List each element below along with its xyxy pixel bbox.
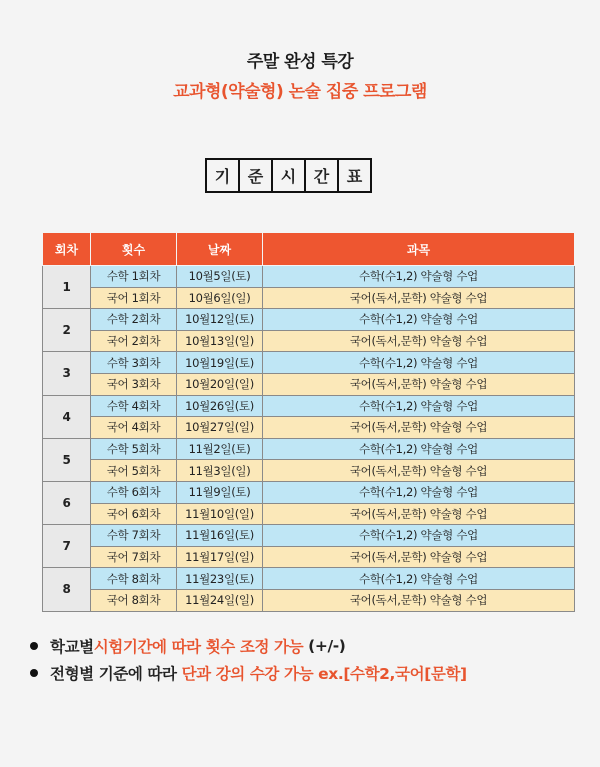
date-cell: 10월19일(토) [177,352,263,374]
subject-cell: 국어(독서,문학) 약술형 수업 [263,503,575,525]
note-item [30,659,590,686]
round-number-cell: 6 [43,481,91,524]
table-row [43,287,575,309]
page-title: 주말 완성 특강 [246,52,354,72]
subject-cell: 국어(독서,문학) 약술형 수업 [263,460,575,482]
count-cell: 수학 4회차 [91,395,177,417]
column-header-date: 날짜 [177,233,263,266]
count-cell: 수학 1회차 [91,266,177,288]
date-cell: 10월13일(일) [177,330,263,352]
note-text: (+/-) [303,636,346,655]
table-row [43,525,575,547]
date-cell: 10월6일(일) [177,287,263,309]
round-number-cell: 4 [43,395,91,438]
count-cell: 국어 5회차 [91,460,177,482]
round-number-cell: 8 [43,568,91,611]
count-cell: 국어 4회차 [91,417,177,439]
ribbon-char: 준 [238,158,273,193]
date-cell: 10월5일(토) [177,266,263,288]
count-cell: 국어 1회차 [91,287,177,309]
ribbon-char: 간 [304,158,339,193]
schedule-body [43,266,575,612]
table-row [43,330,575,352]
table-row [43,460,575,482]
note-highlight: 단과 강의 수강 가능 ex.[수학2,국어[문학] [181,664,467,683]
table-row [43,373,575,395]
bullet-icon [30,642,38,650]
subject-cell: 수학(수1,2) 약술형 수업 [263,481,575,503]
date-cell: 11월23일(토) [177,568,263,590]
round-number-cell: 7 [43,525,91,568]
subject-cell: 수학(수1,2) 약술형 수업 [263,525,575,547]
count-cell: 국어 3회차 [91,373,177,395]
count-cell: 수학 8회차 [91,568,177,590]
date-cell: 10월20일(일) [177,373,263,395]
date-cell: 11월10일(일) [177,503,263,525]
table-row [43,568,575,590]
note-text: 전형별 기준에 따라 [50,664,182,683]
table-row [43,481,575,503]
subject-cell: 수학(수1,2) 약술형 수업 [263,352,575,374]
column-header-count: 횟수 [91,233,177,266]
round-number-cell: 2 [43,309,91,352]
count-cell: 국어 6회차 [91,503,177,525]
count-cell: 국어 7회차 [91,546,177,568]
subject-cell: 국어(독서,문학) 약술형 수업 [263,417,575,439]
note-highlight: 시험기간에 따라 횟수 조정 가능 [93,637,304,656]
note-item [30,632,590,659]
table-row [43,352,575,374]
subject-cell: 수학(수1,2) 약술형 수업 [263,438,575,460]
count-cell: 수학 3회차 [91,352,177,374]
round-number-cell: 3 [43,352,91,395]
date-cell: 11월16일(토) [177,525,263,547]
subject-cell: 국어(독서,문학) 약술형 수업 [263,373,575,395]
date-cell: 11월24일(일) [177,589,263,611]
date-cell: 11월3일(일) [177,460,263,482]
date-cell: 10월12일(토) [177,309,263,331]
notes-list [30,632,590,686]
count-cell: 수학 7회차 [91,525,177,547]
schedule-table [42,232,575,612]
bullet-icon [30,669,38,677]
date-cell: 10월27일(일) [177,417,263,439]
date-cell: 10월26일(토) [177,395,263,417]
count-cell: 수학 5회차 [91,438,177,460]
count-cell: 수학 2회차 [91,309,177,331]
column-header-round: 회차 [43,233,91,266]
round-number-cell: 1 [43,266,91,309]
ribbon-char: 시 [271,158,306,193]
date-cell: 11월17일(일) [177,546,263,568]
subject-cell: 수학(수1,2) 약술형 수업 [263,395,575,417]
table-row [43,589,575,611]
timetable-ribbon [205,158,372,193]
subject-cell: 수학(수1,2) 약술형 수업 [263,266,575,288]
table-row [43,395,575,417]
count-cell: 국어 2회차 [91,330,177,352]
count-cell: 수학 6회차 [91,481,177,503]
page-subtitle: 교과형(약술형) 논술 집중 프로그램 [173,82,427,102]
subject-cell: 수학(수1,2) 약술형 수업 [263,309,575,331]
round-number-cell: 5 [43,438,91,481]
subject-cell: 수학(수1,2) 약술형 수업 [263,568,575,590]
subject-cell: 국어(독서,문학) 약술형 수업 [263,546,575,568]
table-row [43,309,575,331]
table-row [43,546,575,568]
ribbon-char: 표 [337,158,372,193]
table-row [43,266,575,288]
subject-cell: 국어(독서,문학) 약술형 수업 [263,330,575,352]
table-row [43,503,575,525]
date-cell: 11월2일(토) [177,438,263,460]
ribbon-char: 기 [205,158,240,193]
subject-cell: 국어(독서,문학) 약술형 수업 [263,287,575,309]
table-header-row [43,233,575,266]
note-text: 학교별 [50,637,94,656]
subject-cell: 국어(독서,문학) 약술형 수업 [263,589,575,611]
table-row [43,438,575,460]
date-cell: 11월9일(토) [177,481,263,503]
column-header-subject: 과목 [263,233,575,266]
count-cell: 국어 8회차 [91,589,177,611]
table-row [43,417,575,439]
